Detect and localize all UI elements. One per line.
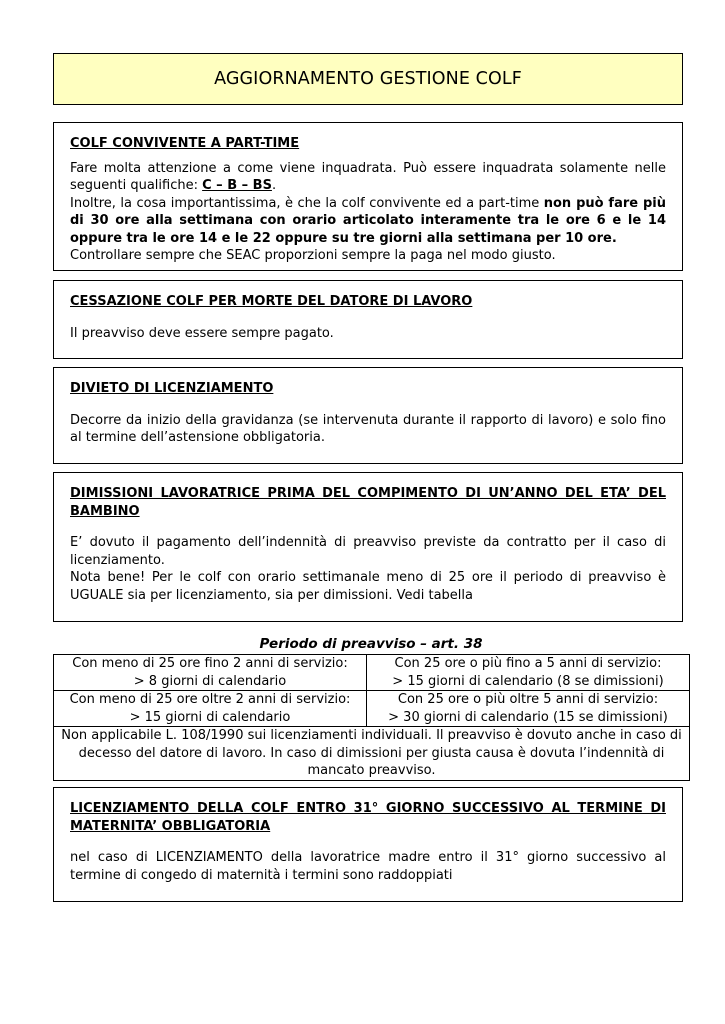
table-row: [54, 655, 690, 691]
table-cell: [367, 655, 690, 691]
qualifiche-text: C – B – BS: [202, 178, 272, 193]
table-cell: [367, 691, 690, 727]
cell-line: > 8 giorni di calendario: [133, 673, 287, 689]
section-dimissioni: [53, 472, 683, 622]
cell-line: Con 25 ore o più fino a 5 anni di servizio:: [394, 656, 662, 671]
title-box: [53, 53, 683, 105]
section-text: Decorre da inizio della gravidanza (se intervenuta durante il rapporto di lavoro) e solo fino al termine dell’astensione obbligatoria.: [70, 412, 666, 445]
text-fragment: Inoltre, la cosa importantissima, è che la colf convivente ed a part-time: [70, 195, 544, 211]
section-licenziamento-maternita: [53, 787, 683, 902]
section-heading: COLF CONVIVENTE A PART-TIME: [70, 136, 300, 151]
section-heading: CESSAZIONE COLF PER MORTE DEL DATORE DI LAVORO: [70, 294, 473, 309]
cell-line: > 15 giorni di calendario: [129, 709, 291, 725]
section-text: nel caso di LICENZIAMENTO della lavoratrice madre entro il 31° giorno successivo al termine di congedo di maternità i termini sono raddoppiati: [70, 850, 666, 883]
section-cessazione: [53, 280, 683, 359]
cell-line: > 15 giorni di calendario (8 se dimissioni): [392, 673, 664, 689]
bold-text: non può fare più di 30 ore alla settimana con orario articolato interamente tra le ore 6 e le 14 oppure tra le ore 14 e le 22 oppure su tre giorni alla settimana per 10 ore.: [70, 195, 666, 246]
table-cell: [54, 655, 367, 691]
cell-line: Con 25 ore o più oltre 5 anni di servizio:: [397, 692, 659, 707]
table-row: [54, 727, 690, 781]
section-heading: DIMISSIONI LAVORATRICE PRIMA DEL COMPIMENTO DI UN’ANNO DEL ETA’ DEL BAMBINO: [70, 486, 666, 519]
table-note-cell: Non applicabile L. 108/1990 sui licenziamenti individuali. Il preavviso è dovuto anche in caso di decesso del datore di lavoro. In caso di dimissioni per giusta causa è dovuta l’indennità di mancato preavviso.: [54, 727, 690, 781]
table-row: [54, 691, 690, 727]
text-fragment: Fare molta attenzione a come viene inquadrata. Può essere inquadrata solamente nelle seguenti qualifiche:: [70, 160, 666, 193]
text-fragment: .: [271, 178, 277, 193]
section-divieto: [53, 367, 683, 464]
section-text: Il preavviso deve essere sempre pagato.: [70, 325, 334, 341]
section-text: E’ dovuto il pagamento dell’indennità di preavviso previste da contratto per il caso di licenziamento.: [70, 535, 666, 568]
preavviso-table: [53, 654, 690, 781]
page-title: AGGIORNAMENTO GESTIONE COLF: [214, 69, 522, 89]
section-colf-convivente: [53, 122, 683, 271]
section-text: Nota bene! Per le colf con orario settimanale meno di 25 ore il periodo di preavviso è UGUALE sia per licenziamento, sia per dimissioni. Vedi tabella: [70, 570, 666, 603]
cell-line: Con meno di 25 ore fino 2 anni di servizio:: [72, 656, 348, 671]
cell-line: Con meno di 25 ore oltre 2 anni di servizio:: [69, 692, 351, 707]
table-cell: [54, 691, 367, 727]
text-fragment: Controllare sempre che SEAC proporzioni sempre la paga nel modo giusto.: [70, 248, 556, 263]
section-heading: DIVIETO DI LICENZIAMENTO: [70, 381, 274, 396]
section-text: [70, 160, 666, 265]
section-heading: LICENZIAMENTO DELLA COLF ENTRO 31° GIORNO SUCCESSIVO AL TERMINE DI MATERNITA’ OBBLIGATORIA: [70, 801, 666, 834]
table-caption: Periodo di preavviso – art. 38: [259, 636, 483, 652]
cell-line: > 30 giorni di calendario (15 se dimissioni): [388, 709, 668, 725]
